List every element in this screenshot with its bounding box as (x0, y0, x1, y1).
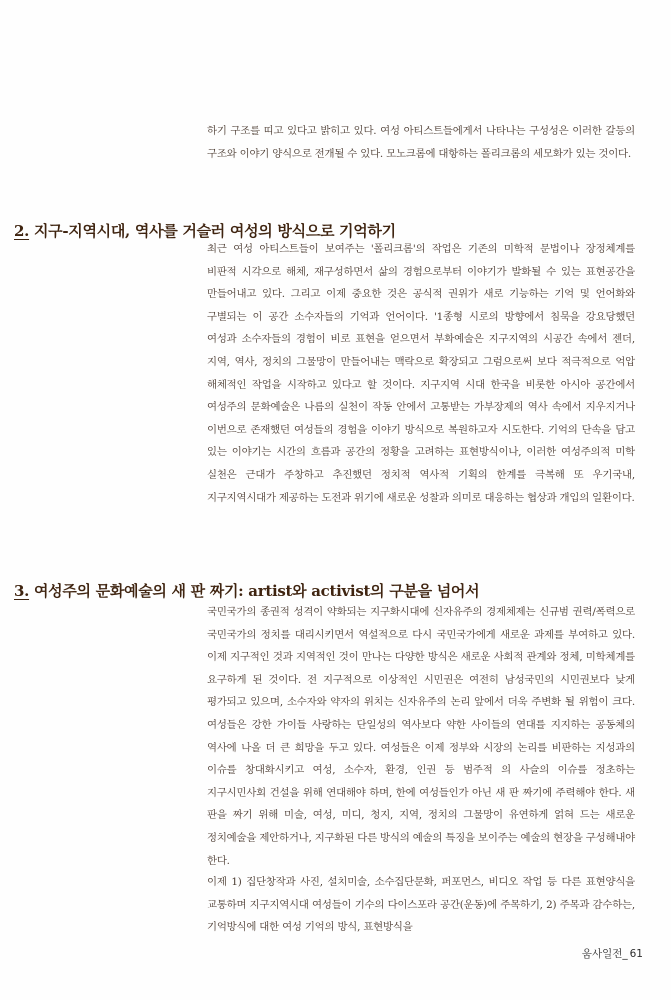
paragraph-section-3b: 이제 1) 집단창작과 사진, 설치미술, 소수집단문화, 퍼포먼스, 비디오 작업 등 다른 표현양식을 교통하며 지구지역시대 여성들이 기수의 다이스포라 공간(운동)에 주목하기, 2) 주목과 감수하는, 기억방식에 대한 여성 기억의 방식, 표현방식을 (207, 876, 635, 934)
section-3-heading (14, 580, 479, 601)
section-3-title: 여성주의 문화예술의 새 판 짜기: artist와 activist의 구분을 넘어서 (29, 582, 480, 600)
section-2-number: 2. (14, 222, 30, 240)
footer-separator: _ (622, 948, 628, 960)
running-title: 움사일전 (581, 948, 623, 960)
paragraph-section-2: 최근 여성 아티스트들이 보여주는 '폴리크롬'의 작업은 기존의 미학적 문법이나 장정체계를 비판적 시각으로 해체, 재구성하면서 삶의 경험으로부터 이야기가 발화될 수 있는 표현공간을 만들어내고 있다. 그리고 이제 중요한 것은 공식적 권위가 새로 기능하는 기억 및 언어화와 구별되는 이 공간 소수자들의 기억과 언어이다. '1종형 시로의 방향에서 침묵을 강요당했던 여성과 소수자들의 경험이 비로 표현을 얻으면서 부화예술은 지구지역의 시공간 속에서 젠더, 지역, 역사, 정치의 그물망이 만들어내는 맥락으로 확장되고 그럼으로써 보다 적극적으로 억압 해체적인 작업을 시작하고 있다고 할 것이다. 지구지역 시대 한국을 비롯한 아시아 공간에서 여성주의 문화예술은 나름의 실천이 작동 안에서 고통받는 가부장제의 역사 속에서 지우지거나 이번으로 존재했던 여성들의 경험을 이야기 방식으로 복원하고자 시도한다. 기억의 단속을 담고 있는 이야기는 시간의 흐름과 공간의 정황을 고려하는 표현방식이나, 이러한 여성주의적 미학 실천은 근대가 주창하고 추진했던 정치적 역사적 기획의 한계를 극복해 또 우기국내, 지구지역시대가 제공하는 도전과 위기에 새로운 성찰과 의미로 대응하는 협상과 개입의 일환이다. (207, 243, 635, 504)
page-footer (582, 946, 643, 961)
paragraph-intro: 하기 구조를 띠고 있다고 밝히고 있다. 여성 아티스트들에게서 나타나는 구성성은 이러한 갈등의 구조와 이야기 양식으로 전개될 수 있다. 모노크롬에 대항하는 폴리크롬의 세모화가 있는 것이다. (207, 125, 635, 160)
page-number: 61 (629, 948, 643, 960)
section-3-number: 3. (14, 582, 30, 600)
section-2-title: 지구-지역시대, 역사를 거슬러 여성의 방식으로 기억하기 (29, 222, 396, 240)
paragraph-section-3a: 국민국가의 종권적 성격이 약화되는 지구화시대에 신자유주의 경제체제는 신규범 권력/폭력으로 국민국가의 정치를 대리시키면서 역설적으로 다시 국민국가에게 새로운 과제를 부여하고 있다. 이제 지구적인 것과 지역적인 것이 만나는 다양한 방식은 새로운 사회적 관계와 정체, 미학체계를 요구하게 된 것이다. 전 지구적으로 이상적인 시민권은 여전히 남성국민의 시민권보다 낮게 평가되고 있으며, 소수자와 약자의 위치는 신자유주의 논리 앞에서 더욱 주변화 될 위험이 크다. 여성들은 강한 가이들 사랑하는 단일성의 역사보다 약한 사이들의 연대를 지지하는 공동체의 역사에 나올 더 큰 희망을 두고 있다. 여성들은 이제 정부와 시장의 논리를 비판하는 지성과의 이슈를 창대화시키고 여성, 소수자, 환경, 인권 등 범주적 의 사슬의 이슈를 정초하는 지구시민사회 건설을 위해 연대해야 하며, 한에 여성들인가 아닌 새 판 짜기에 주력해야 한다. 새 판을 짜기 위해 미술, 여성, 미디, 청지, 지역, 정치의 그물망이 유연하게 얽혀 드는 새로운 정치예술을 제안하거나, 지구화된 다른 방식의 예술의 특징을 보이주는 예술의 현장을 구성해내야 한다. (207, 606, 635, 867)
